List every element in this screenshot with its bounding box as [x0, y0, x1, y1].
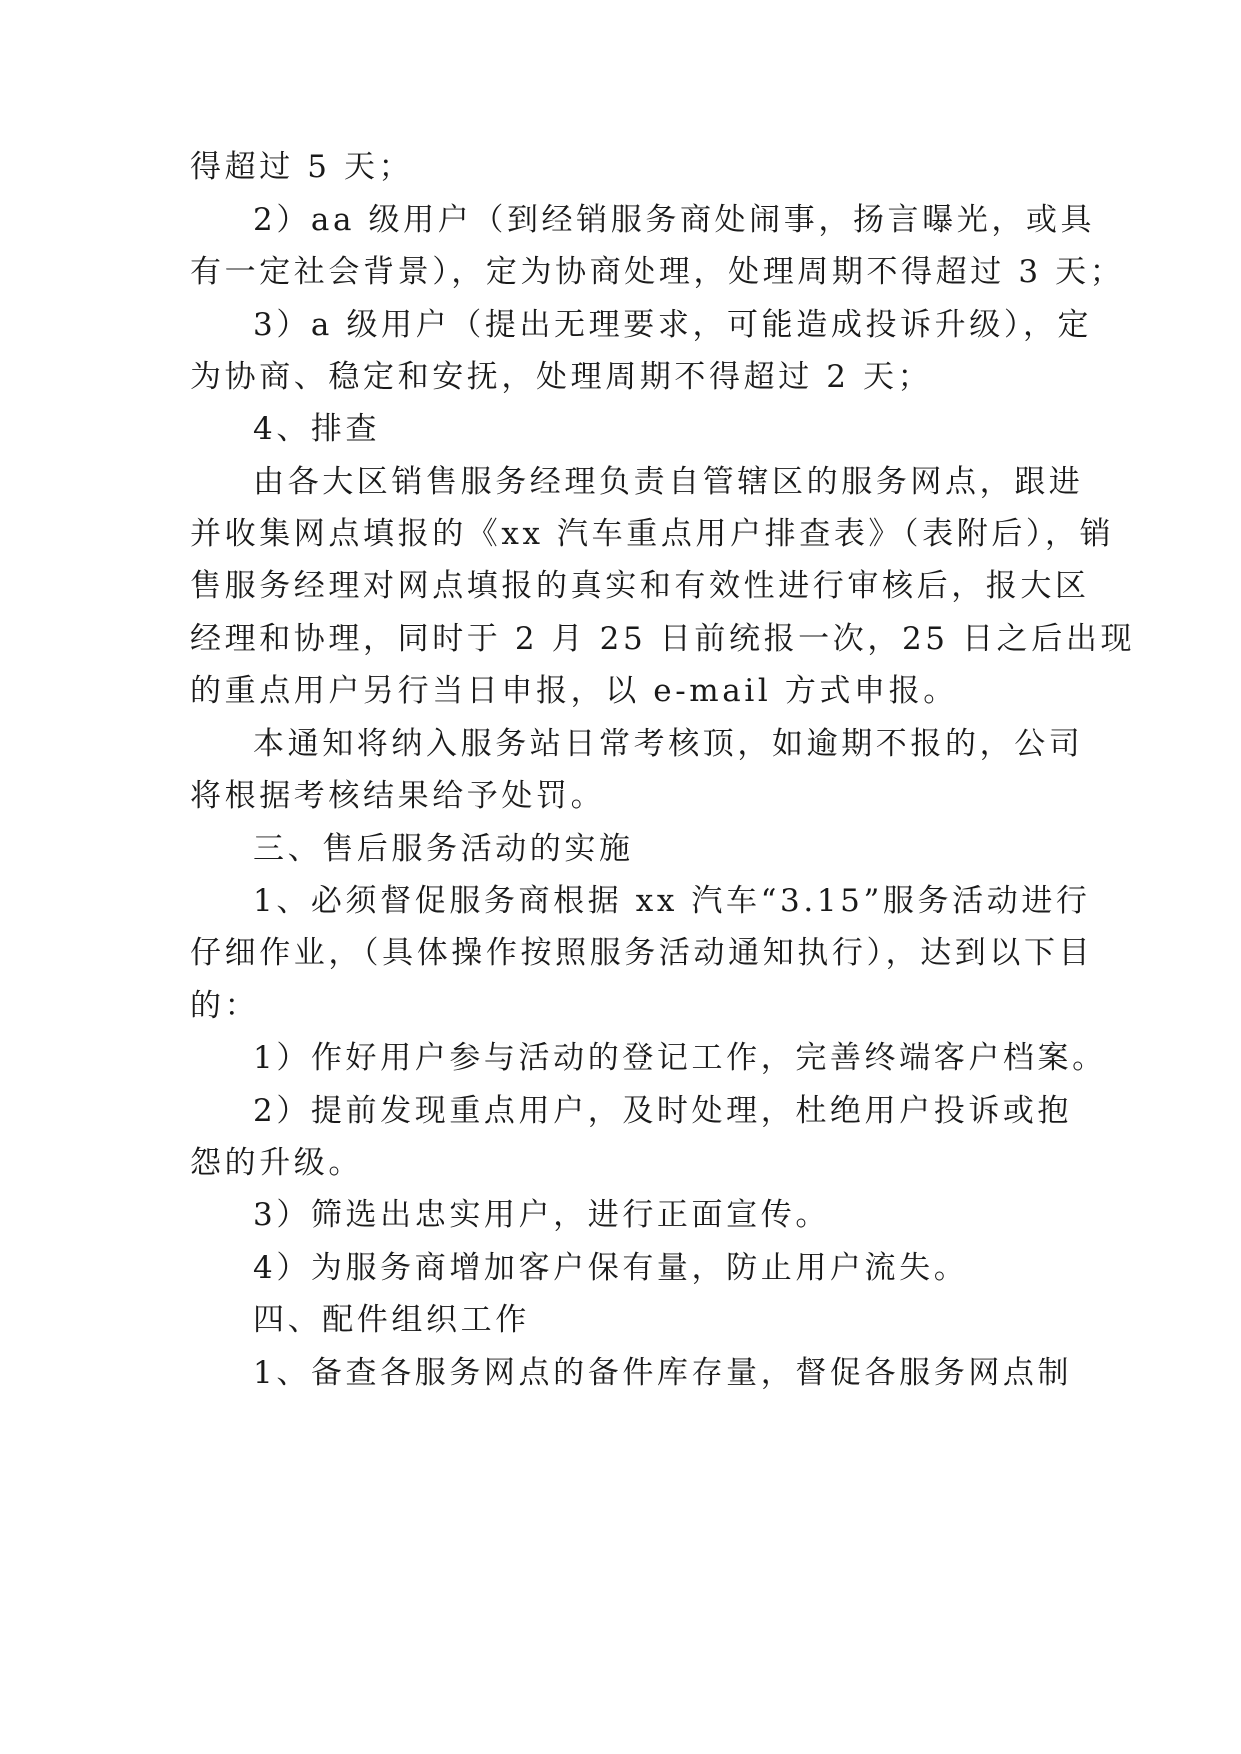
section-heading: 四、配件组织工作 — [253, 1302, 530, 1338]
text-line: 的重点用户另行当日申报，以 e-mail 方式申报。 — [190, 673, 958, 709]
text-line: 怨的升级。 — [190, 1145, 363, 1181]
text-line: 1、备查各服务网点的备件库存量，督促各服务网点制 — [253, 1355, 1073, 1391]
text-line: 1、必须督促服务商根据 xx 汽车“3.15”服务活动进行 — [253, 883, 1091, 919]
text-line: 4）为服务商增加客户保有量，防止用户流失。 — [253, 1250, 969, 1286]
text-line: 并收集网点填报的《xx 汽车重点用户排查表》（表附后），销 — [190, 516, 1115, 552]
text-line: 售服务经理对网点填报的真实和有效性进行审核后，报大区 — [190, 568, 1090, 604]
text-line: 将根据考核结果给予处罚。 — [190, 778, 606, 814]
text-line: 得超过 5 天； — [190, 149, 414, 185]
text-line: 3）a 级用户（提出无理要求，可能造成投诉升级），定 — [253, 307, 1093, 343]
section-heading: 三、售后服务活动的实施 — [253, 831, 634, 867]
text-line: 为协商、稳定和安抚，处理周期不得超过 2 天； — [190, 359, 933, 395]
text-line: 2）aa 级用户（到经销服务商处闹事，扬言曝光，或具 — [253, 202, 1096, 238]
text-line: 经理和协理，同时于 2 月 25 日前统报一次，25 日之后出现 — [190, 621, 1136, 657]
section-heading: 4、排查 — [253, 411, 381, 447]
text-line: 有一定社会背景），定为协商处理，处理周期不得超过 3 天； — [190, 254, 1125, 290]
text-line: 3）筛选出忠实用户，进行正面宣传。 — [253, 1197, 830, 1233]
text-line: 2）提前发现重点用户，及时处理，杜绝用户投诉或抱 — [253, 1093, 1073, 1129]
text-line: 的： — [190, 988, 260, 1024]
text-line: 由各大区销售服务经理负责自管辖区的服务网点，跟进 — [253, 464, 1084, 500]
text-line: 仔细作业，（具体操作按照服务活动通知执行），达到以下目 — [190, 935, 1094, 971]
text-line: 1）作好用户参与活动的登记工作，完善终端客户档案。 — [253, 1040, 1107, 1076]
text-line: 本通知将纳入服务站日常考核顶，如逾期不报的，公司 — [253, 726, 1084, 762]
